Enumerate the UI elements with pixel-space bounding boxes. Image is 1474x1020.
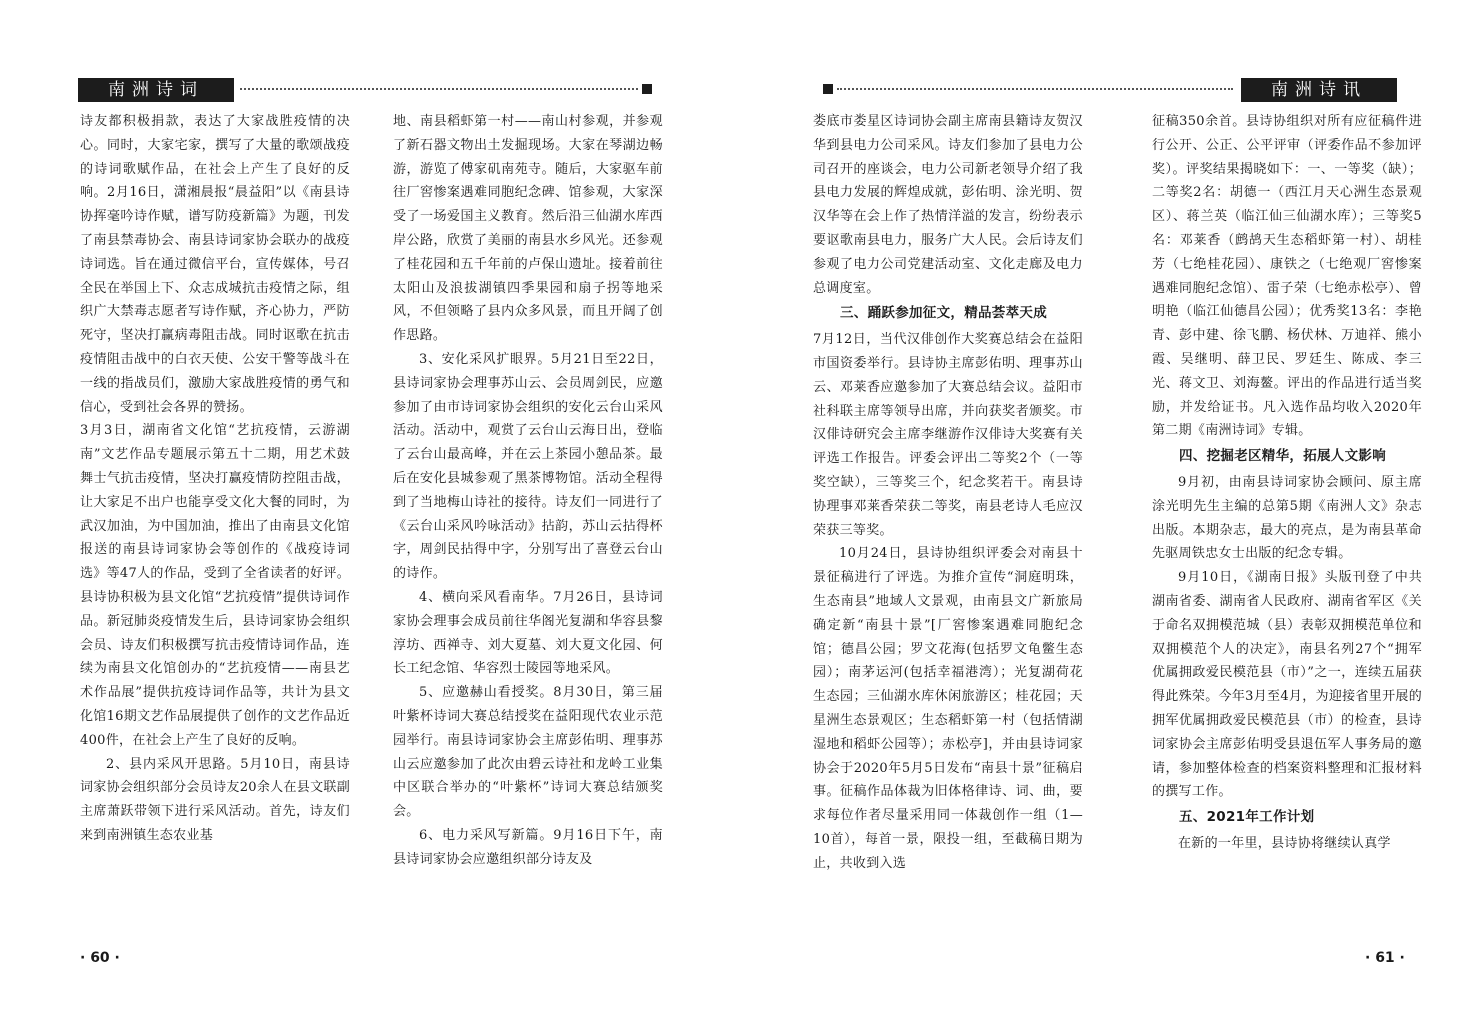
right-header-title: 南洲诗讯 (1241, 78, 1397, 102)
paragraph: 在新的一年里，县诗协将继续认真学 (1178, 835, 1391, 851)
left-header-rule (240, 88, 638, 90)
paragraph: 3、安化采风扩眼界。5月21日至22日，县诗词家协会理事苏山云、会员周剑民，应邀参加了由市诗词家协会组织的安化云台山采风活动。活动中，观赏了云台山云海日出，登临了云台山最高峰，并在云上茶园小憩品茶。最后在安化县城参观了黑茶博物馆。活动全程得到了当地梅山诗社的接待。诗友们一同进行了《云台山采风吟咏活动》拈韵，苏山云拈得杯字，周剑民拈得中字，分别写出了喜登云台山的诗作。 (393, 351, 663, 582)
paragraph: 9月初，由南县诗词家协会顾问、原主席涂光明先生主编的总第5期《南洲人文》杂志出版。本期杂志，最大的亮点，是为南县革命先驱周铁忠女士出版的纪念专辑。 (1152, 474, 1422, 562)
paragraph: 2、县内采风开思路。5月10日，南县诗词家协会组织部分会员诗友20余人在县文联副主席萧跃带领下进行采风活动。首先，诗友们来到南洲镇生态农业基 (80, 756, 350, 843)
paragraph: 诗友都积极捐款，表达了大家战胜疫情的决心。同时，大家宅家，撰写了大量的歌颂战疫的诗词歌赋作品，在社会上产生了良好的反响。2月16日，潇湘晨报“晨益阳”以《南县诗协挥毫吟诗作赋，谱写防疫新篇》为题，刊发了南县禁毒协会、南县诗词家协会联办的战疫诗词选。旨在通过微信平台，宣传媒体，号召全民在举国上下、众志成城抗击疫情之际，组织广大禁毒志愿者写诗作赋，齐心协力，严防死守，坚决打赢病毒阻击战。同时讴歌在抗击疫情阻击战中的白衣天使、公安干警等战斗在一线的指战员们，激励大家战胜疫情的勇气和信心，受到社会各界的赞扬。 (80, 114, 350, 415)
paragraph: 10月24日，县诗协组织评委会对南县十景征稿进行了评选。为推介宣传“洞庭明珠，生态南县”地域人文景观，由南县文广新旅局确定新“南县十景”[厂窖惨案遇难同胞纪念馆；德昌公园；罗文花海(包括罗文龟鳖生态园）；南茅运河(包括幸福港湾）；光复湖荷花生态园；三仙湖水库休闲旅游区；桂花园；天星洲生态景观区；生态稻虾第一村（包括情湖湿地和稻虾公园等）；赤松亭]，并由县诗词家协会于2020年5月5日发布“南县十景”征稿启事。征稿作品体裁为旧体格律诗、词、曲，要求每位作者尽量采用同一体裁创作一组（1—10首），每首一景，限投一组，至截稿日期为止，共收到入选 (813, 546, 1083, 871)
section-heading: 三、踊跃参加征文，精品荟萃天成 (840, 305, 1047, 322)
paragraph: 3月3日，湖南省文化馆“艺抗疫情，云游湖南”文艺作品专题展示第五十二期，用艺术鼓舞士气抗击疫情，坚决打赢疫情防控阻击战，让大家足不出户也能享受文化大餐的同时，为武汉加油，为中国加油，推出了由南县文化馆报送的南县诗词家协会等创作的《战疫诗词选》等47人的作品，受到了全省读者的好评。县诗协积极为县文化馆“艺抗疫情”提供诗词作品。新冠肺炎疫情发生后，县诗词家协会组织会员、诗友们积极撰写抗击疫情诗词作品，连续为南县文化馆创办的“艺抗疫情——南县艺术作品展”提供抗疫诗词作品等，共计为县文化馆16期文艺作品展提供了创作的文艺作品近400件，在社会上产生了良好的反响。 (80, 423, 350, 748)
left-column-1 (80, 110, 350, 848)
right-column-1 (813, 110, 1083, 876)
paragraph: 9月10日，《湖南日报》头版刊登了中共湖南省委、湖南省人民政府、湖南省军区《关于命名双拥模范城（县）表彰双拥模范单位和双拥模范个人的决定》，南县名列27个“拥军优属拥政爱民模范县（市）”之一，连续五届获得此殊荣。今年3月至4月，为迎接省里开展的拥军优属拥政爱民模范县（市）的检查，县诗词家协会主席彭佑明受县退伍军人事务局的邀请，参加整体检查的档案资料整理和汇报材料的撰写工作。 (1152, 570, 1422, 800)
left-page-number: · 60 · (80, 950, 120, 966)
right-header-square (823, 84, 833, 94)
left-header-square (642, 84, 652, 94)
paragraph: 6、电力采风写新篇。9月16日下午，南县诗词家协会应邀组织部分诗友及 (393, 827, 663, 867)
paragraph: 娄底市娄星区诗词协会副主席南县籍诗友贺汉华到县电力公司采风。诗友们参加了县电力公司召开的座谈会，电力公司新老领导介绍了我县电力发展的辉煌成就，彭佑明、涂光明、贺汉华等在会上作了热情洋溢的发言，纷纷表示要讴歌南县电力，服务广大人民。会后诗友们参观了电力公司党建活动室、文化走廊及电力总调度室。 (813, 114, 1083, 296)
right-header-rule (837, 88, 1233, 90)
paragraph: 5、应邀赫山看授奖。8月30日，第三届叶紫杯诗词大赛总结授奖在益阳现代农业示范园举行。南县诗词家协会主席彭佑明、理事苏山云应邀参加了此次由碧云诗社和龙岭工业集中区联合举办的“叶紫杯”诗词大赛总结颁奖会。 (393, 685, 663, 820)
right-column-2 (1152, 110, 1422, 856)
right-page-number: · 61 · (1365, 950, 1405, 966)
paragraph: 7月12日，当代汉俳创作大奖赛总结会在益阳市国资委举行。县诗协主席彭佑明、理事苏山云、邓莱香应邀参加了大赛总结会议。益阳市社科联主席等领导出席，并向获奖者颁奖。市汉俳诗研究会主席李继游作汉俳诗大奖赛有关评选工作报告。评委会评出二等奖2个（一等奖空缺），三等奖三个，纪念奖若干。南县诗协理事邓莱香荣获二等奖，南县老诗人毛应汉荣获三等奖。 (813, 332, 1083, 538)
section-heading: 五、2021年工作计划 (1179, 809, 1315, 826)
paragraph: 4、横向采风看南华。7月26日，县诗词家协会理事会成员前往华阁光复湖和华容县黎淳坊、西禅寺、刘大夏墓、刘大夏文化园、何长工纪念馆、华容烈士陵园等地采风。 (393, 589, 663, 677)
section-heading: 四、挖掘老区精华，拓展人文影响 (1179, 448, 1386, 465)
paragraph: 地、南县稻虾第一村——南山村参观，并参观了新石器文物出土发掘现场。大家在琴湖边畅游，游览了傅家矶南苑寺。随后，大家驱车前往厂窖惨案遇难同胞纪念碑、馆参观，大家深受了一场爱国主义教育。然后沿三仙湖水库西岸公路，欣赏了美丽的南县水乡风光。还参观了桂花园和五千年前的卢保山遗址。接着前往太阳山及浪拔湖镇四季果园和扇子拐等地采风，不但领略了县内众多风景，而且开阔了创作思路。 (393, 114, 663, 344)
right-page (737, 0, 1474, 1020)
left-header-title: 南洲诗词 (78, 78, 234, 102)
paragraph: 征稿350余首。县诗协组织对所有应征稿件进行公开、公正、公平评审（评委作品不参加评奖）。评奖结果揭晓如下：一、一等奖（缺）；二等奖2名：胡德一（西江月天心洲生态景观区）、蒋兰英（临江仙三仙湖水库）；三等奖5名：邓莱香（鹧鸪天生态稻虾第一村）、胡桂芳（七绝桂花园）、康铁之（七绝观厂窖惨案遇难同胞纪念馆）、雷子荣（七绝赤松亭）、曾明艳（临江仙德昌公园）；优秀奖13名：李艳青、彭中建、徐飞鹏、杨伏林、万迪祥、熊小霞、吴继明、薛卫民、罗廷生、陈成、李三光、蒋文卫、刘海鳌。评出的作品进行适当奖励，并发给证书。凡入选作品均收入2020年第二期《南洲诗词》专辑。 (1152, 114, 1422, 439)
left-column-2 (393, 110, 663, 872)
